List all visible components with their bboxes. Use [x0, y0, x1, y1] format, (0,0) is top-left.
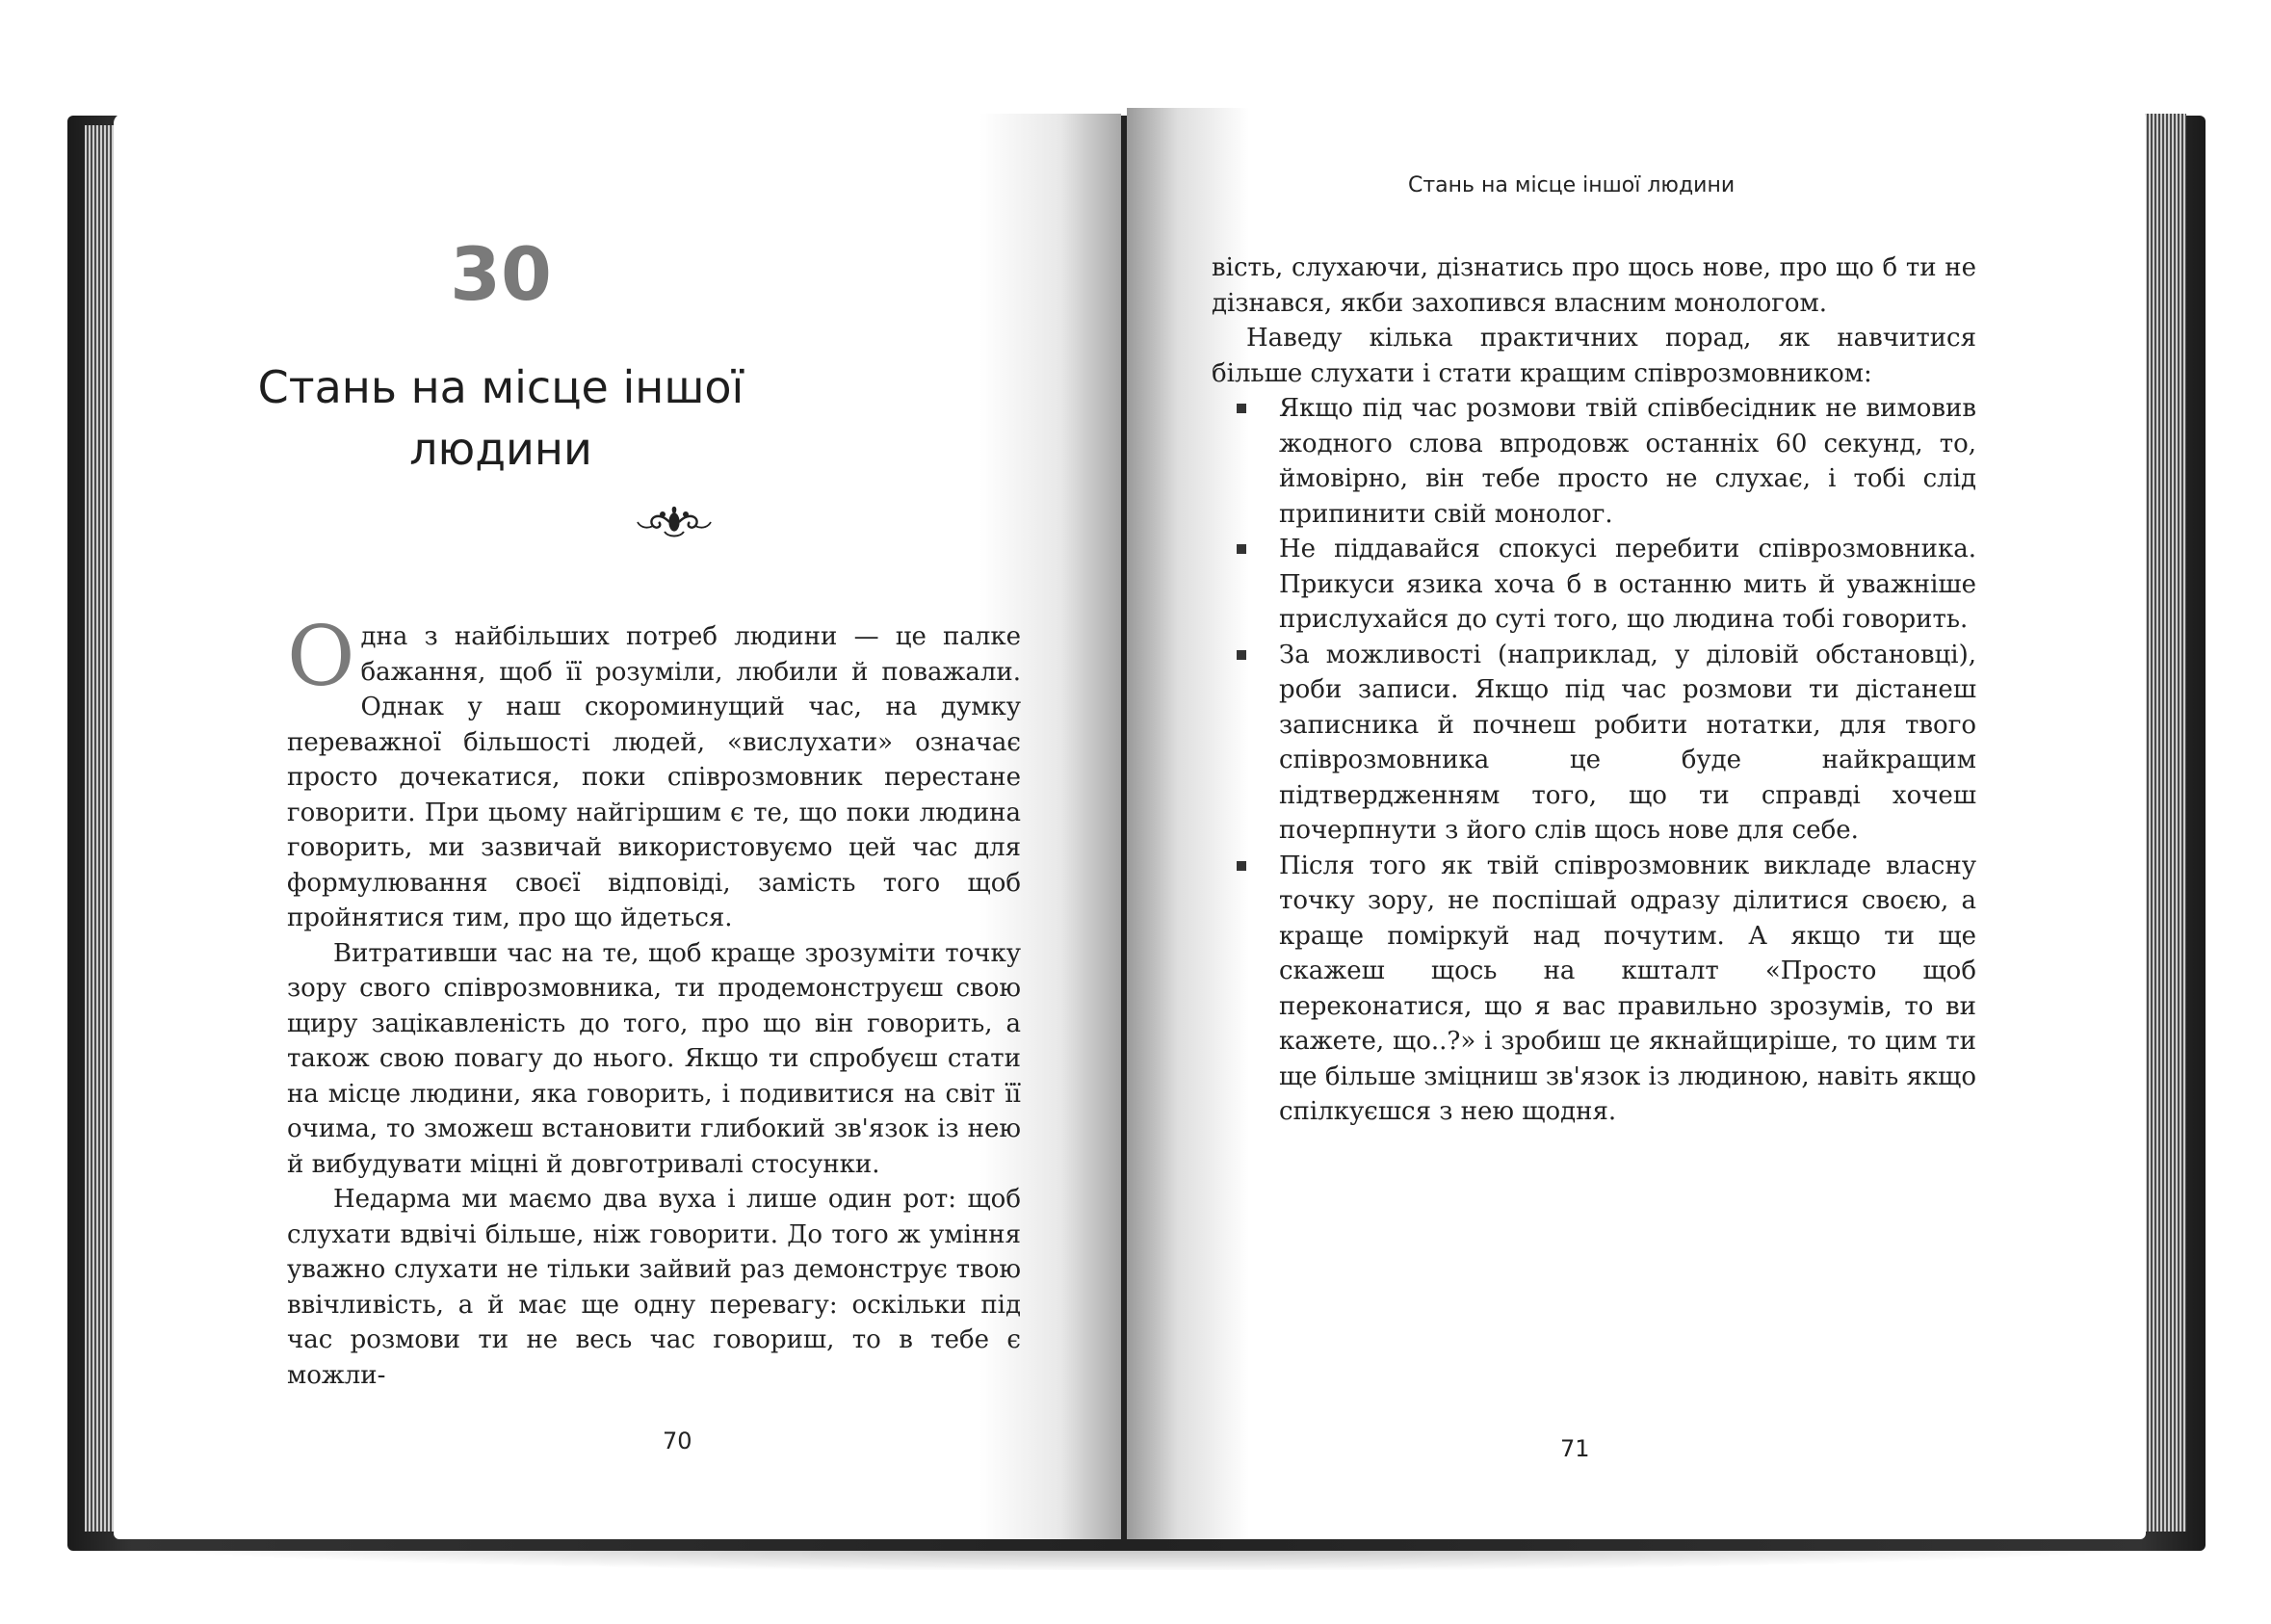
page-stack-right [2143, 114, 2186, 1532]
paragraph: Недарма ми маємо два вуха і лише один рот: щоб слухати вдвічі більше, ніж говорити. До того ж уміння уважно слухати не тільки зайвий раз демонструє твою ввічливість, а й має ще одну перевагу: оскільки під час розмови ти не весь час говориш, то в тебе є можли- [287, 1185, 1021, 1390]
floral-ornament-icon [636, 501, 713, 539]
drop-cap: О [287, 609, 355, 705]
square-bullet-icon [1237, 404, 1246, 413]
page-number-right: 71 [1560, 1435, 1590, 1462]
right-body-text [1212, 250, 1976, 1130]
left-body-text [287, 609, 1021, 1393]
list-item [1279, 638, 1976, 849]
paragraph: Наведу кілька практичних порад, як навчитися більше слухати і стати кращим співрозмовником: [1212, 324, 1976, 388]
tips-list [1212, 391, 1976, 1130]
list-item [1279, 849, 1976, 1130]
paragraph [287, 609, 1021, 936]
chapter-title [173, 356, 828, 480]
chapter-title-line2: людини [409, 423, 592, 475]
paragraph-text: дна з найбільших потреб людини — це палке бажання, щоб її розуміли, любили й поважали. Однак у наш скороминущий час, на думку переважної більшості людей, «вислухати» означає просто дочекатися, поки співрозмовник перестане говорити. При цьому найгіршим є те, що поки людина говорить, ми зазвичай використовуємо цей час для формулювання своєї відповіді, замість того щоб пройнятися тим, про що йдеться. [287, 622, 1021, 932]
page-number-left: 70 [663, 1428, 692, 1454]
list-item-text: За можливості (наприклад, у діловій обстановці), роби записи. Якщо під час розмови ти дістанеш записника й почнеш робити нотатки, для твого співрозмовника це буде найкращим підтвердженням того, що ти справді хочеш почерпнути з його слів щось нове для себе. [1279, 640, 1976, 845]
list-item-text: Після того як твій співрозмовник викладе власну точку зору, не поспішай одразу ділитися своєю, а краще поміркуй над почутим. А якщо ти ще скажеш щось на кшталт «Просто щоб переконатися, що я вас правильно зрозумів, то ви кажете, що..?» і зробиш це якнайщиріше, то цим ти ще більше зміцниш зв'язок із людиною, навіть якщо спілкуєшся з нею щодня. [1279, 851, 1977, 1126]
running-head: Стань на місце іншої людини [1408, 173, 1736, 197]
list-item-text: Якщо під час розмови твій співбесідник не вимовив жодного слова впродовж останніх 60 секунд, то, ймовірно, він тебе просто не слухає, і тобі слід припинити свій монолог. [1279, 394, 1976, 529]
paragraph: Витративши час на те, щоб краще зрозуміти точку зору свого співрозмовника, ти продемонструєш свою щиру зацікавленість до того, про що він говорить, а також свою повагу до нього. Якщо ти спробуєш стати на місце людини, яка говорить, і подивитися на світ її очима, то зможеш встановити глибокий зв'язок із нею й вибудувати міцні й довготривалі стосунки. [287, 938, 1021, 1179]
list-item-text: Не піддавайся спокусі перебити співрозмовника. Прикуси язика хоча б в останню мить й уважніше прислухайся до суті того, що людина тобі говорить. [1279, 535, 1976, 634]
chapter-title-line1: Стань на місце іншої [257, 361, 744, 413]
square-bullet-icon [1237, 861, 1246, 871]
square-bullet-icon [1237, 650, 1246, 660]
list-item [1279, 532, 1976, 638]
list-item [1279, 391, 1976, 532]
paragraph: вість, слухаючи, дізнатись про щось нове, про що б ти не дізнався, якби захопився власним монологом. [1212, 253, 1976, 318]
square-bullet-icon [1237, 544, 1246, 554]
chapter-number: 30 [450, 231, 552, 317]
